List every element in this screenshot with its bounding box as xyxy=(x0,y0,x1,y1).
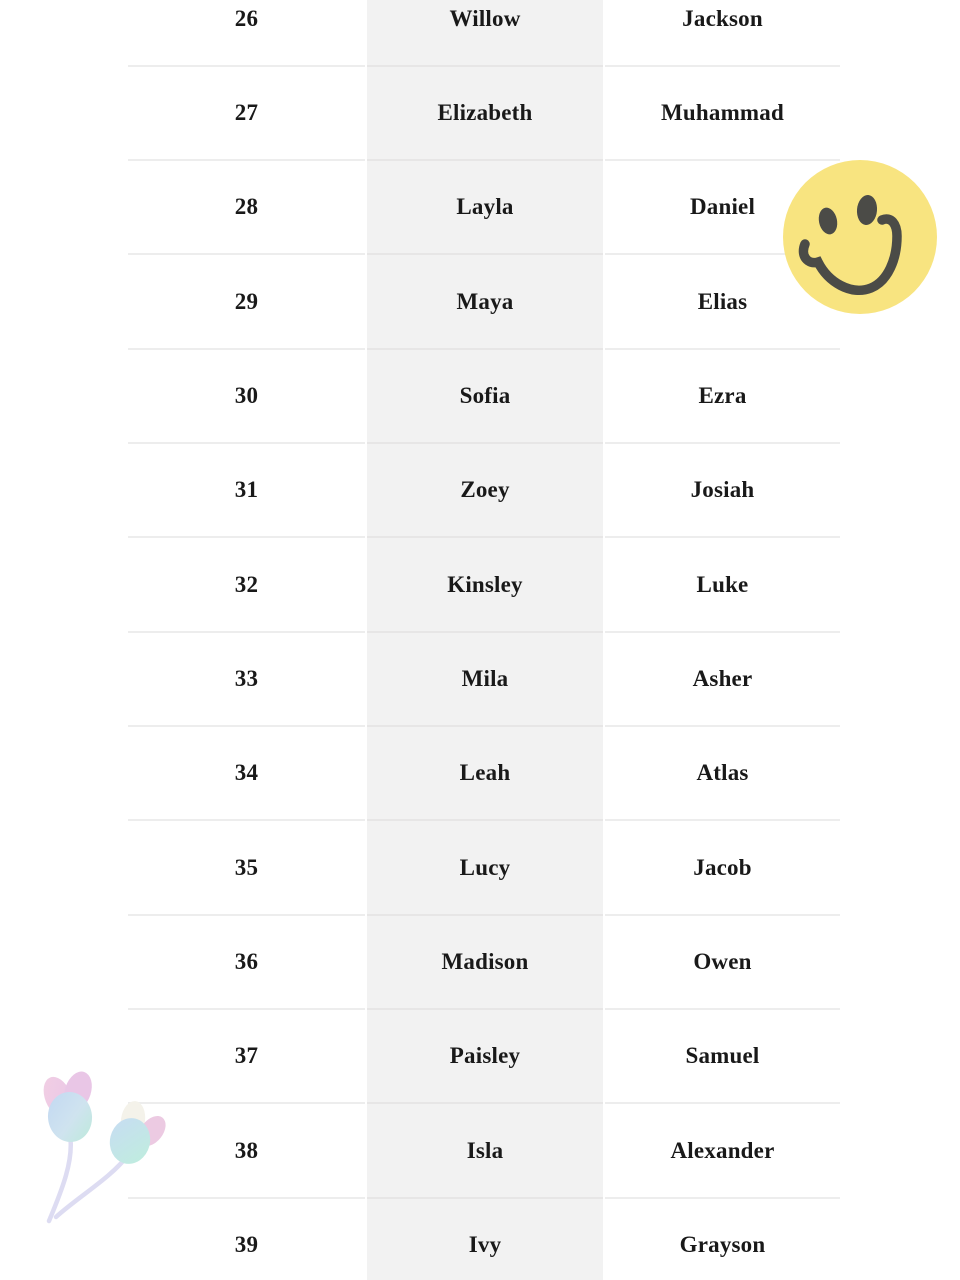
table-row xyxy=(128,161,840,255)
names-table[interactable] xyxy=(128,0,840,1280)
rank-cell: 39 xyxy=(128,1199,365,1280)
rank-cell: 30 xyxy=(128,350,365,444)
boy-name-cell: Muhammad xyxy=(605,67,840,161)
girl-name-cell: Willow xyxy=(367,0,603,67)
girl-name-cell: Kinsley xyxy=(367,538,603,632)
boy-name-cell: Jacob xyxy=(605,821,840,915)
boy-name-cell: Jackson xyxy=(605,0,840,67)
table-row xyxy=(128,727,840,821)
boy-name-cell: Elias xyxy=(605,255,840,349)
girl-name-cell: Elizabeth xyxy=(367,67,603,161)
girl-name-cell: Layla xyxy=(367,161,603,255)
girl-name-cell: Isla xyxy=(367,1104,603,1198)
rank-cell: 33 xyxy=(128,633,365,727)
boy-name-cell: Atlas xyxy=(605,727,840,821)
rank-cell: 29 xyxy=(128,255,365,349)
table-row xyxy=(128,0,840,67)
table-row xyxy=(128,350,840,444)
rank-cell: 37 xyxy=(128,1010,365,1104)
table-row xyxy=(128,444,840,538)
girl-name-cell: Maya xyxy=(367,255,603,349)
girl-name-cell: Leah xyxy=(367,727,603,821)
boy-name-cell: Luke xyxy=(605,538,840,632)
rank-cell: 36 xyxy=(128,916,365,1010)
rank-cell: 34 xyxy=(128,727,365,821)
boy-name-cell: Owen xyxy=(605,916,840,1010)
table-row xyxy=(128,1104,840,1198)
girl-name-cell: Paisley xyxy=(367,1010,603,1104)
table-row xyxy=(128,1010,840,1104)
boy-name-cell: Grayson xyxy=(605,1199,840,1280)
boy-name-cell: Josiah xyxy=(605,444,840,538)
table-row xyxy=(128,538,840,632)
table-row xyxy=(128,255,840,349)
boy-name-cell: Alexander xyxy=(605,1104,840,1198)
boy-name-cell: Daniel xyxy=(605,161,840,255)
rank-cell: 26 xyxy=(128,0,365,67)
girl-name-cell: Lucy xyxy=(367,821,603,915)
girl-name-cell: Zoey xyxy=(367,444,603,538)
rank-cell: 32 xyxy=(128,538,365,632)
table-row xyxy=(128,67,840,161)
girl-name-cell: Ivy xyxy=(367,1199,603,1280)
smiley-face-svg xyxy=(783,160,937,314)
table-row xyxy=(128,821,840,915)
smiley-face-icon xyxy=(783,160,937,314)
tulip-flowers-svg xyxy=(30,1065,180,1235)
boy-name-cell: Ezra xyxy=(605,350,840,444)
rank-cell: 35 xyxy=(128,821,365,915)
table-row xyxy=(128,633,840,727)
rank-cell: 31 xyxy=(128,444,365,538)
tulip-flowers-icon xyxy=(30,1065,180,1235)
girl-name-cell: Mila xyxy=(367,633,603,727)
rank-cell: 28 xyxy=(128,161,365,255)
rank-cell: 38 xyxy=(128,1104,365,1198)
table-row xyxy=(128,916,840,1010)
boy-name-cell: Asher xyxy=(605,633,840,727)
girl-name-cell: Madison xyxy=(367,916,603,1010)
rank-cell: 27 xyxy=(128,67,365,161)
girl-name-cell: Sofia xyxy=(367,350,603,444)
table-row xyxy=(128,1199,840,1280)
boy-name-cell: Samuel xyxy=(605,1010,840,1104)
